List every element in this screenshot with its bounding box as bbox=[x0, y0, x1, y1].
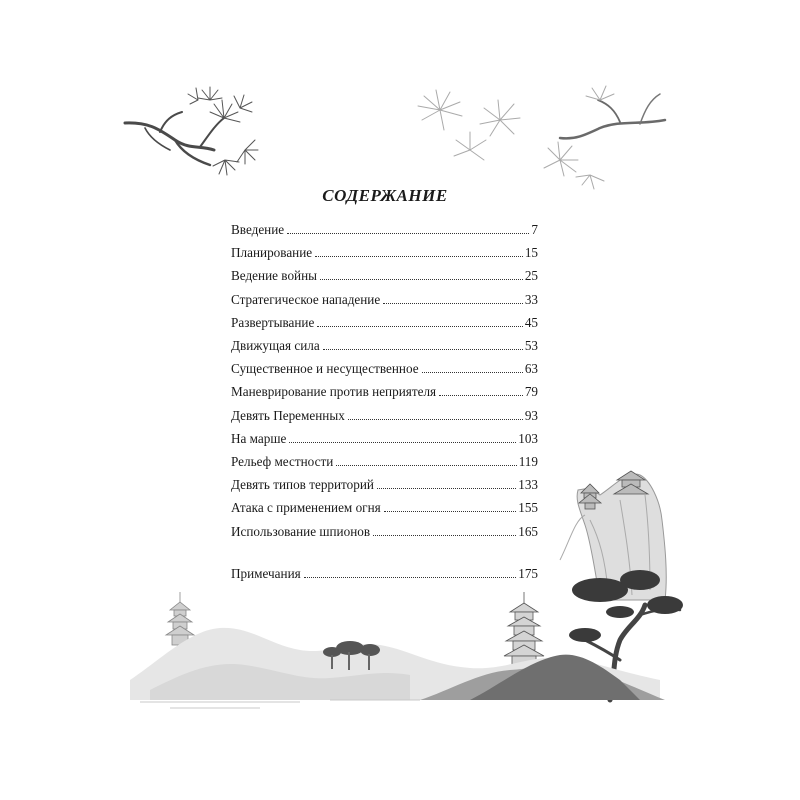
toc-entry-page: 175 bbox=[518, 565, 538, 581]
pagoda-cliff-right-icon bbox=[560, 471, 666, 600]
toc-entry-label: Планирование bbox=[231, 245, 313, 261]
toc-entry-label: Девять типов территорий bbox=[231, 477, 374, 493]
toc-entry-label: Движущая сила bbox=[231, 338, 320, 354]
toc-entry[interactable] bbox=[231, 404, 538, 427]
toc-entry-page: 119 bbox=[518, 454, 538, 470]
toc-entry-page: 79 bbox=[524, 384, 538, 400]
toc-entry[interactable] bbox=[231, 218, 538, 241]
table-of-contents bbox=[231, 218, 538, 585]
dot-leader bbox=[439, 382, 523, 396]
toc-entry[interactable] bbox=[231, 427, 538, 450]
dot-leader bbox=[289, 429, 516, 443]
dot-leader bbox=[304, 564, 517, 578]
water-lines bbox=[140, 700, 420, 708]
toc-entry-label: Развертывание bbox=[231, 314, 315, 330]
toc-entry-label: Рельеф местности bbox=[231, 454, 334, 470]
toc-entry[interactable] bbox=[231, 450, 538, 473]
gnarled-pine-icon bbox=[569, 570, 683, 700]
toc-entry[interactable] bbox=[231, 241, 538, 264]
toc-title: СОДЕРЖАНИЕ bbox=[322, 186, 448, 205]
toc-entry-page: 7 bbox=[531, 222, 538, 237]
toc-entry-page: 63 bbox=[524, 361, 538, 377]
dot-leader bbox=[317, 313, 522, 327]
toc-entry-page: 25 bbox=[524, 268, 538, 284]
toc-entry[interactable] bbox=[231, 357, 538, 380]
dot-leader bbox=[315, 243, 523, 257]
toc-entry[interactable] bbox=[231, 311, 538, 334]
toc-entry[interactable] bbox=[231, 264, 538, 287]
toc-entry[interactable] bbox=[231, 496, 538, 519]
toc-entry-page: 53 bbox=[524, 338, 538, 354]
dot-leader bbox=[336, 452, 516, 466]
toc-entry-label: Примечания bbox=[231, 565, 301, 581]
toc-entry[interactable] bbox=[231, 562, 538, 585]
toc-entry-label: Маневрирование против неприятеля bbox=[231, 384, 437, 400]
toc-entry-label: Введение bbox=[231, 222, 285, 237]
dot-leader bbox=[383, 289, 523, 303]
tree-cluster-icon bbox=[323, 641, 380, 670]
toc-entry-page: 155 bbox=[518, 500, 538, 516]
toc-entry-page: 33 bbox=[524, 291, 538, 307]
toc-entry-label: На марше bbox=[231, 430, 287, 446]
dot-leader bbox=[373, 521, 516, 535]
pine-branch-right-icon bbox=[418, 86, 665, 189]
toc-entry-page: 133 bbox=[518, 477, 538, 493]
dot-leader bbox=[320, 266, 523, 280]
toc-entry[interactable] bbox=[231, 520, 538, 543]
dot-leader bbox=[348, 405, 523, 419]
dot-leader bbox=[287, 220, 529, 234]
dot-leader bbox=[384, 498, 517, 512]
pine-branch-left-icon bbox=[125, 87, 258, 175]
toc-spacer bbox=[231, 543, 538, 562]
toc-entry-page: 15 bbox=[524, 245, 538, 261]
toc-entry[interactable] bbox=[231, 380, 538, 403]
toc-entry[interactable] bbox=[231, 473, 538, 496]
pagoda-center-icon bbox=[504, 592, 544, 670]
toc-entry[interactable] bbox=[231, 288, 538, 311]
toc-entry-label: Атака с применением огня bbox=[231, 500, 381, 516]
toc-entry-label: Использование шпионов bbox=[231, 523, 371, 539]
dot-leader bbox=[323, 336, 523, 350]
distant-mountains bbox=[130, 628, 665, 700]
toc-entry-label: Существенное и несущественное bbox=[231, 361, 419, 377]
toc-entry[interactable] bbox=[231, 334, 538, 357]
toc-entry-page: 165 bbox=[518, 523, 538, 539]
toc-entry-label: Девять Переменных bbox=[231, 407, 345, 423]
toc-entry-label: Ведение войны bbox=[231, 268, 318, 284]
toc-entry-page: 103 bbox=[518, 430, 538, 446]
toc-entry-page: 93 bbox=[524, 407, 538, 423]
pagoda-landscape-left-icon bbox=[166, 592, 194, 645]
dot-leader bbox=[377, 475, 516, 489]
toc-entry-page: 45 bbox=[524, 314, 538, 330]
toc-entry-label: Стратегическое нападение bbox=[231, 291, 381, 307]
dot-leader bbox=[422, 359, 523, 373]
